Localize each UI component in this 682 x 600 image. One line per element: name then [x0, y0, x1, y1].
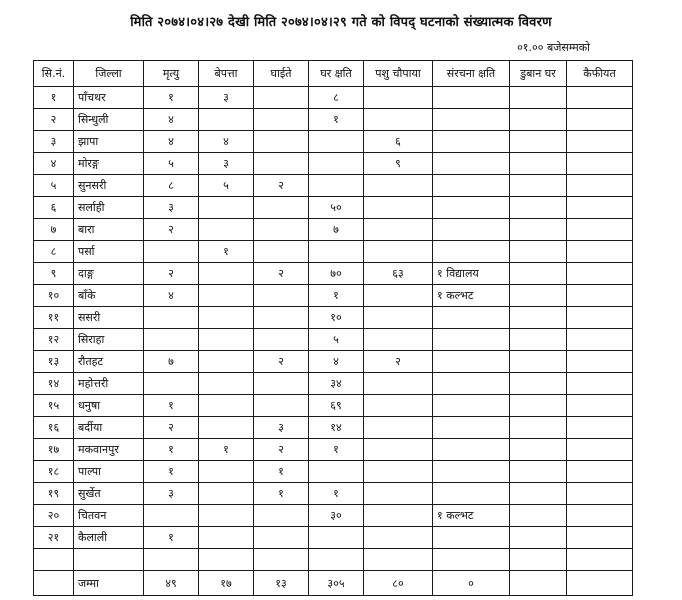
header-structure-damage: संरचना क्षति	[433, 61, 510, 87]
cell-sn: ५	[34, 175, 74, 197]
cell-district: बर्दीया	[74, 417, 144, 439]
cell-district: पाल्पा	[74, 461, 144, 483]
cell-injured	[254, 373, 309, 395]
cell-remarks	[567, 87, 633, 109]
total-flooded-houses	[510, 571, 567, 596]
cell-sn: २	[34, 109, 74, 131]
cell-district: बाँके	[74, 285, 144, 307]
cell-structure-damage	[433, 483, 510, 505]
cell-district: पाँचथर	[74, 87, 144, 109]
cell-injured: २	[254, 263, 309, 285]
cell-injured	[254, 505, 309, 527]
cell-sn: ९	[34, 263, 74, 285]
cell-district: सिन्धुली	[74, 109, 144, 131]
cell-livestock	[364, 395, 433, 417]
cell-structure-damage	[433, 329, 510, 351]
cell-remarks	[567, 527, 633, 549]
report-title: मिति २०७४।०४।२७ देखी मिति २०७४।०४।२९ गते को विपद् घटनाको संख्यात्मक विवरण	[130, 15, 552, 30]
cell-house-damage: ८	[309, 87, 364, 109]
cell-injured	[254, 241, 309, 263]
cell-deaths: १	[144, 439, 199, 461]
cell-district: दाङ्ग	[74, 263, 144, 285]
cell-livestock	[364, 219, 433, 241]
cell-remarks	[567, 153, 633, 175]
cell-injured	[254, 131, 309, 153]
table-row	[34, 527, 633, 549]
cell-flooded-houses	[510, 329, 567, 351]
cell-livestock: २	[364, 351, 433, 373]
cell-livestock	[364, 461, 433, 483]
cell-district: मोरङ्ग	[74, 153, 144, 175]
cell-remarks	[567, 131, 633, 153]
cell-sn: २०	[34, 505, 74, 527]
cell-flooded-houses	[510, 153, 567, 175]
cell-remarks	[567, 329, 633, 351]
cell-injured	[254, 527, 309, 549]
cell-livestock	[364, 241, 433, 263]
cell-injured: १	[254, 483, 309, 505]
cell-sn: ११	[34, 307, 74, 329]
cell-livestock	[364, 439, 433, 461]
cell-flooded-houses	[510, 131, 567, 153]
table-row	[34, 439, 633, 461]
total-structure-damage: ०	[433, 571, 510, 596]
cell-district: महोत्तरी	[74, 373, 144, 395]
cell-structure-damage	[433, 241, 510, 263]
disaster-statistics-table	[33, 60, 633, 596]
cell-remarks	[567, 263, 633, 285]
cell-missing	[199, 527, 254, 549]
cell-flooded-houses	[510, 241, 567, 263]
cell-district: सर्लाही	[74, 197, 144, 219]
cell-house-damage: १०	[309, 307, 364, 329]
cell-flooded-houses	[510, 285, 567, 307]
cell-structure-damage: १ कल्भट	[433, 285, 510, 307]
cell-missing	[199, 483, 254, 505]
cell-structure-damage	[433, 109, 510, 131]
cell-missing	[199, 461, 254, 483]
header-injured: घाईते	[254, 61, 309, 87]
cell-livestock	[364, 373, 433, 395]
header-flooded-houses: डुबान घर	[510, 61, 567, 87]
cell-house-damage	[309, 241, 364, 263]
cell-remarks	[567, 307, 633, 329]
cell-structure-damage	[433, 527, 510, 549]
table-row	[34, 153, 633, 175]
cell-structure-damage	[433, 131, 510, 153]
cell-structure-damage	[433, 439, 510, 461]
table-row	[34, 329, 633, 351]
cell-sn: ७	[34, 219, 74, 241]
cell-house-damage: ३४	[309, 373, 364, 395]
cell-house-damage: १	[309, 439, 364, 461]
cell-structure-damage	[433, 395, 510, 417]
cell-missing	[199, 505, 254, 527]
cell-house-damage: १	[309, 483, 364, 505]
cell-sn: १७	[34, 439, 74, 461]
cell-deaths: ४	[144, 109, 199, 131]
cell-district: पर्सा	[74, 241, 144, 263]
cell-livestock	[364, 527, 433, 549]
cell-flooded-houses	[510, 527, 567, 549]
cell-structure-damage	[433, 153, 510, 175]
cell-flooded-houses	[510, 505, 567, 527]
cell-flooded-houses	[510, 175, 567, 197]
cell-flooded-houses	[510, 461, 567, 483]
cell-sn: १०	[34, 285, 74, 307]
cell-sn: १९	[34, 483, 74, 505]
header-missing: बेपत्ता	[199, 61, 254, 87]
cell-structure-damage	[433, 175, 510, 197]
cell-house-damage: ३०	[309, 505, 364, 527]
total-remarks	[567, 571, 633, 596]
header-livestock: पशु चौपाया	[364, 61, 433, 87]
cell-district: बारा	[74, 219, 144, 241]
cell-remarks	[567, 351, 633, 373]
table-row	[34, 505, 633, 527]
total-injured: १३	[254, 571, 309, 596]
total-house-damage: ३०५	[309, 571, 364, 596]
cell-injured	[254, 153, 309, 175]
cell-district: सुर्खेत	[74, 483, 144, 505]
cell-deaths: २	[144, 417, 199, 439]
header-house-damage: घर क्षति	[309, 61, 364, 87]
cell-sn: ४	[34, 153, 74, 175]
cell-structure-damage	[433, 197, 510, 219]
cell-missing: १	[199, 241, 254, 263]
table-row	[34, 263, 633, 285]
cell-injured: २	[254, 351, 309, 373]
cell-sn: १६	[34, 417, 74, 439]
header-sn: सि.नं.	[34, 61, 74, 87]
cell-house-damage	[309, 175, 364, 197]
cell-district: कैलाली	[74, 527, 144, 549]
cell-missing	[199, 395, 254, 417]
cell-flooded-houses	[510, 109, 567, 131]
header-district: जिल्ला	[74, 61, 144, 87]
cell-deaths: १	[144, 395, 199, 417]
cell-deaths: ५	[144, 153, 199, 175]
cell-flooded-houses	[510, 373, 567, 395]
cell-deaths: २	[144, 219, 199, 241]
cell-deaths: ४	[144, 285, 199, 307]
cell-injured: २	[254, 175, 309, 197]
total-livestock: ८०	[364, 571, 433, 596]
cell-flooded-houses	[510, 351, 567, 373]
cell-house-damage	[309, 461, 364, 483]
cell-livestock: ६३	[364, 263, 433, 285]
total-label: जम्मा	[74, 571, 144, 596]
cell-structure-damage	[433, 417, 510, 439]
cell-livestock	[364, 197, 433, 219]
table-body	[34, 87, 633, 596]
cell-deaths: ३	[144, 197, 199, 219]
header-deaths: मृत्यु	[144, 61, 199, 87]
cell-livestock	[364, 285, 433, 307]
cell-house-damage: ७	[309, 219, 364, 241]
cell-livestock	[364, 109, 433, 131]
cell-remarks	[567, 417, 633, 439]
cell-house-damage: ५	[309, 329, 364, 351]
table-row	[34, 461, 633, 483]
cell-missing: ३	[199, 87, 254, 109]
cell-flooded-houses	[510, 219, 567, 241]
cell-district: सिराहा	[74, 329, 144, 351]
cell-deaths: ३	[144, 483, 199, 505]
cell-remarks	[567, 197, 633, 219]
cell-remarks	[567, 395, 633, 417]
cell-house-damage: ७०	[309, 263, 364, 285]
cell-remarks	[567, 241, 633, 263]
cell-sn: १२	[34, 329, 74, 351]
table-row	[34, 395, 633, 417]
cell-injured	[254, 285, 309, 307]
cell-house-damage	[309, 153, 364, 175]
cell-deaths	[144, 505, 199, 527]
cell-flooded-houses	[510, 483, 567, 505]
cell-injured: ३	[254, 417, 309, 439]
cell-deaths: ४	[144, 131, 199, 153]
cell-missing	[199, 285, 254, 307]
cell-livestock	[364, 87, 433, 109]
cell-flooded-houses	[510, 87, 567, 109]
cell-missing	[199, 373, 254, 395]
cell-missing	[199, 417, 254, 439]
cell-sn: ३	[34, 131, 74, 153]
cell-remarks	[567, 505, 633, 527]
cell-missing	[199, 329, 254, 351]
cell-house-damage: ४	[309, 351, 364, 373]
cell-district: झापा	[74, 131, 144, 153]
table-row	[34, 109, 633, 131]
total-missing: १७	[199, 571, 254, 596]
cell-missing	[199, 219, 254, 241]
table-row	[34, 307, 633, 329]
table-row	[34, 219, 633, 241]
cell-sn: १५	[34, 395, 74, 417]
cell-deaths: १	[144, 527, 199, 549]
cell-livestock	[364, 307, 433, 329]
cell-structure-damage	[433, 461, 510, 483]
cell-structure-damage	[433, 219, 510, 241]
cell-remarks	[567, 373, 633, 395]
cell-district: धनुषा	[74, 395, 144, 417]
cell-remarks	[567, 219, 633, 241]
cell-flooded-houses	[510, 307, 567, 329]
cell-livestock: ६	[364, 131, 433, 153]
cell-deaths	[144, 241, 199, 263]
table-row	[34, 483, 633, 505]
cell-structure-damage	[433, 373, 510, 395]
total-row	[34, 571, 633, 596]
cell-remarks	[567, 439, 633, 461]
cell-house-damage	[309, 131, 364, 153]
cell-livestock	[364, 329, 433, 351]
cell-sn: ८	[34, 241, 74, 263]
table-row	[34, 351, 633, 373]
cell-missing: ५	[199, 175, 254, 197]
cell-flooded-houses	[510, 197, 567, 219]
cell-remarks	[567, 285, 633, 307]
cell-livestock	[364, 417, 433, 439]
cell-deaths: ८	[144, 175, 199, 197]
cell-livestock: ९	[364, 153, 433, 175]
cell-district: ससरी	[74, 307, 144, 329]
cell-missing	[199, 263, 254, 285]
time-note: ०१.०० बजेसम्मको	[517, 41, 590, 54]
cell-house-damage: ५०	[309, 197, 364, 219]
cell-flooded-houses	[510, 439, 567, 461]
cell-flooded-houses	[510, 263, 567, 285]
cell-district: चितवन	[74, 505, 144, 527]
cell-missing: ३	[199, 153, 254, 175]
cell-livestock	[364, 175, 433, 197]
blank-row	[34, 549, 633, 571]
cell-house-damage: १	[309, 109, 364, 131]
cell-deaths: १	[144, 87, 199, 109]
cell-sn: १४	[34, 373, 74, 395]
cell-injured: २	[254, 439, 309, 461]
cell-deaths	[144, 373, 199, 395]
cell-remarks	[567, 175, 633, 197]
cell-district: सुनसरी	[74, 175, 144, 197]
cell-structure-damage	[433, 351, 510, 373]
cell-structure-damage	[433, 307, 510, 329]
cell-deaths: १	[144, 461, 199, 483]
cell-remarks	[567, 461, 633, 483]
header-row	[34, 61, 633, 87]
cell-remarks	[567, 483, 633, 505]
cell-injured	[254, 197, 309, 219]
cell-district: मकवानपुर	[74, 439, 144, 461]
cell-sn: ६	[34, 197, 74, 219]
cell-district: रौतहट	[74, 351, 144, 373]
cell-missing	[199, 109, 254, 131]
cell-sn: १८	[34, 461, 74, 483]
cell-livestock	[364, 483, 433, 505]
table-row	[34, 241, 633, 263]
cell-structure-damage: १ विद्यालय	[433, 263, 510, 285]
table-row	[34, 131, 633, 153]
cell-injured: १	[254, 461, 309, 483]
cell-house-damage: ६९	[309, 395, 364, 417]
cell-sn: १	[34, 87, 74, 109]
cell-injured	[254, 329, 309, 351]
table-row	[34, 175, 633, 197]
table-row	[34, 373, 633, 395]
cell-flooded-houses	[510, 417, 567, 439]
cell-flooded-houses	[510, 395, 567, 417]
header-remarks: कैफीयत	[567, 61, 633, 87]
cell-deaths	[144, 307, 199, 329]
cell-injured	[254, 87, 309, 109]
table-row	[34, 417, 633, 439]
cell-deaths	[144, 329, 199, 351]
total-deaths: ४९	[144, 571, 199, 596]
cell-deaths: २	[144, 263, 199, 285]
cell-sn: २१	[34, 527, 74, 549]
cell-missing: ४	[199, 131, 254, 153]
cell-sn: १३	[34, 351, 74, 373]
cell-structure-damage	[433, 87, 510, 109]
cell-deaths: ७	[144, 351, 199, 373]
cell-remarks	[567, 109, 633, 131]
cell-missing: १	[199, 439, 254, 461]
cell-house-damage: १४	[309, 417, 364, 439]
table-row	[34, 285, 633, 307]
cell-livestock	[364, 505, 433, 527]
table-row	[34, 197, 633, 219]
table-row	[34, 87, 633, 109]
cell-house-damage	[309, 527, 364, 549]
cell-missing	[199, 197, 254, 219]
cell-injured	[254, 307, 309, 329]
cell-structure-damage: १ कल्भट	[433, 505, 510, 527]
cell-missing	[199, 351, 254, 373]
cell-injured	[254, 395, 309, 417]
cell-injured	[254, 219, 309, 241]
cell-missing	[199, 307, 254, 329]
cell-injured	[254, 109, 309, 131]
cell-house-damage: १	[309, 285, 364, 307]
